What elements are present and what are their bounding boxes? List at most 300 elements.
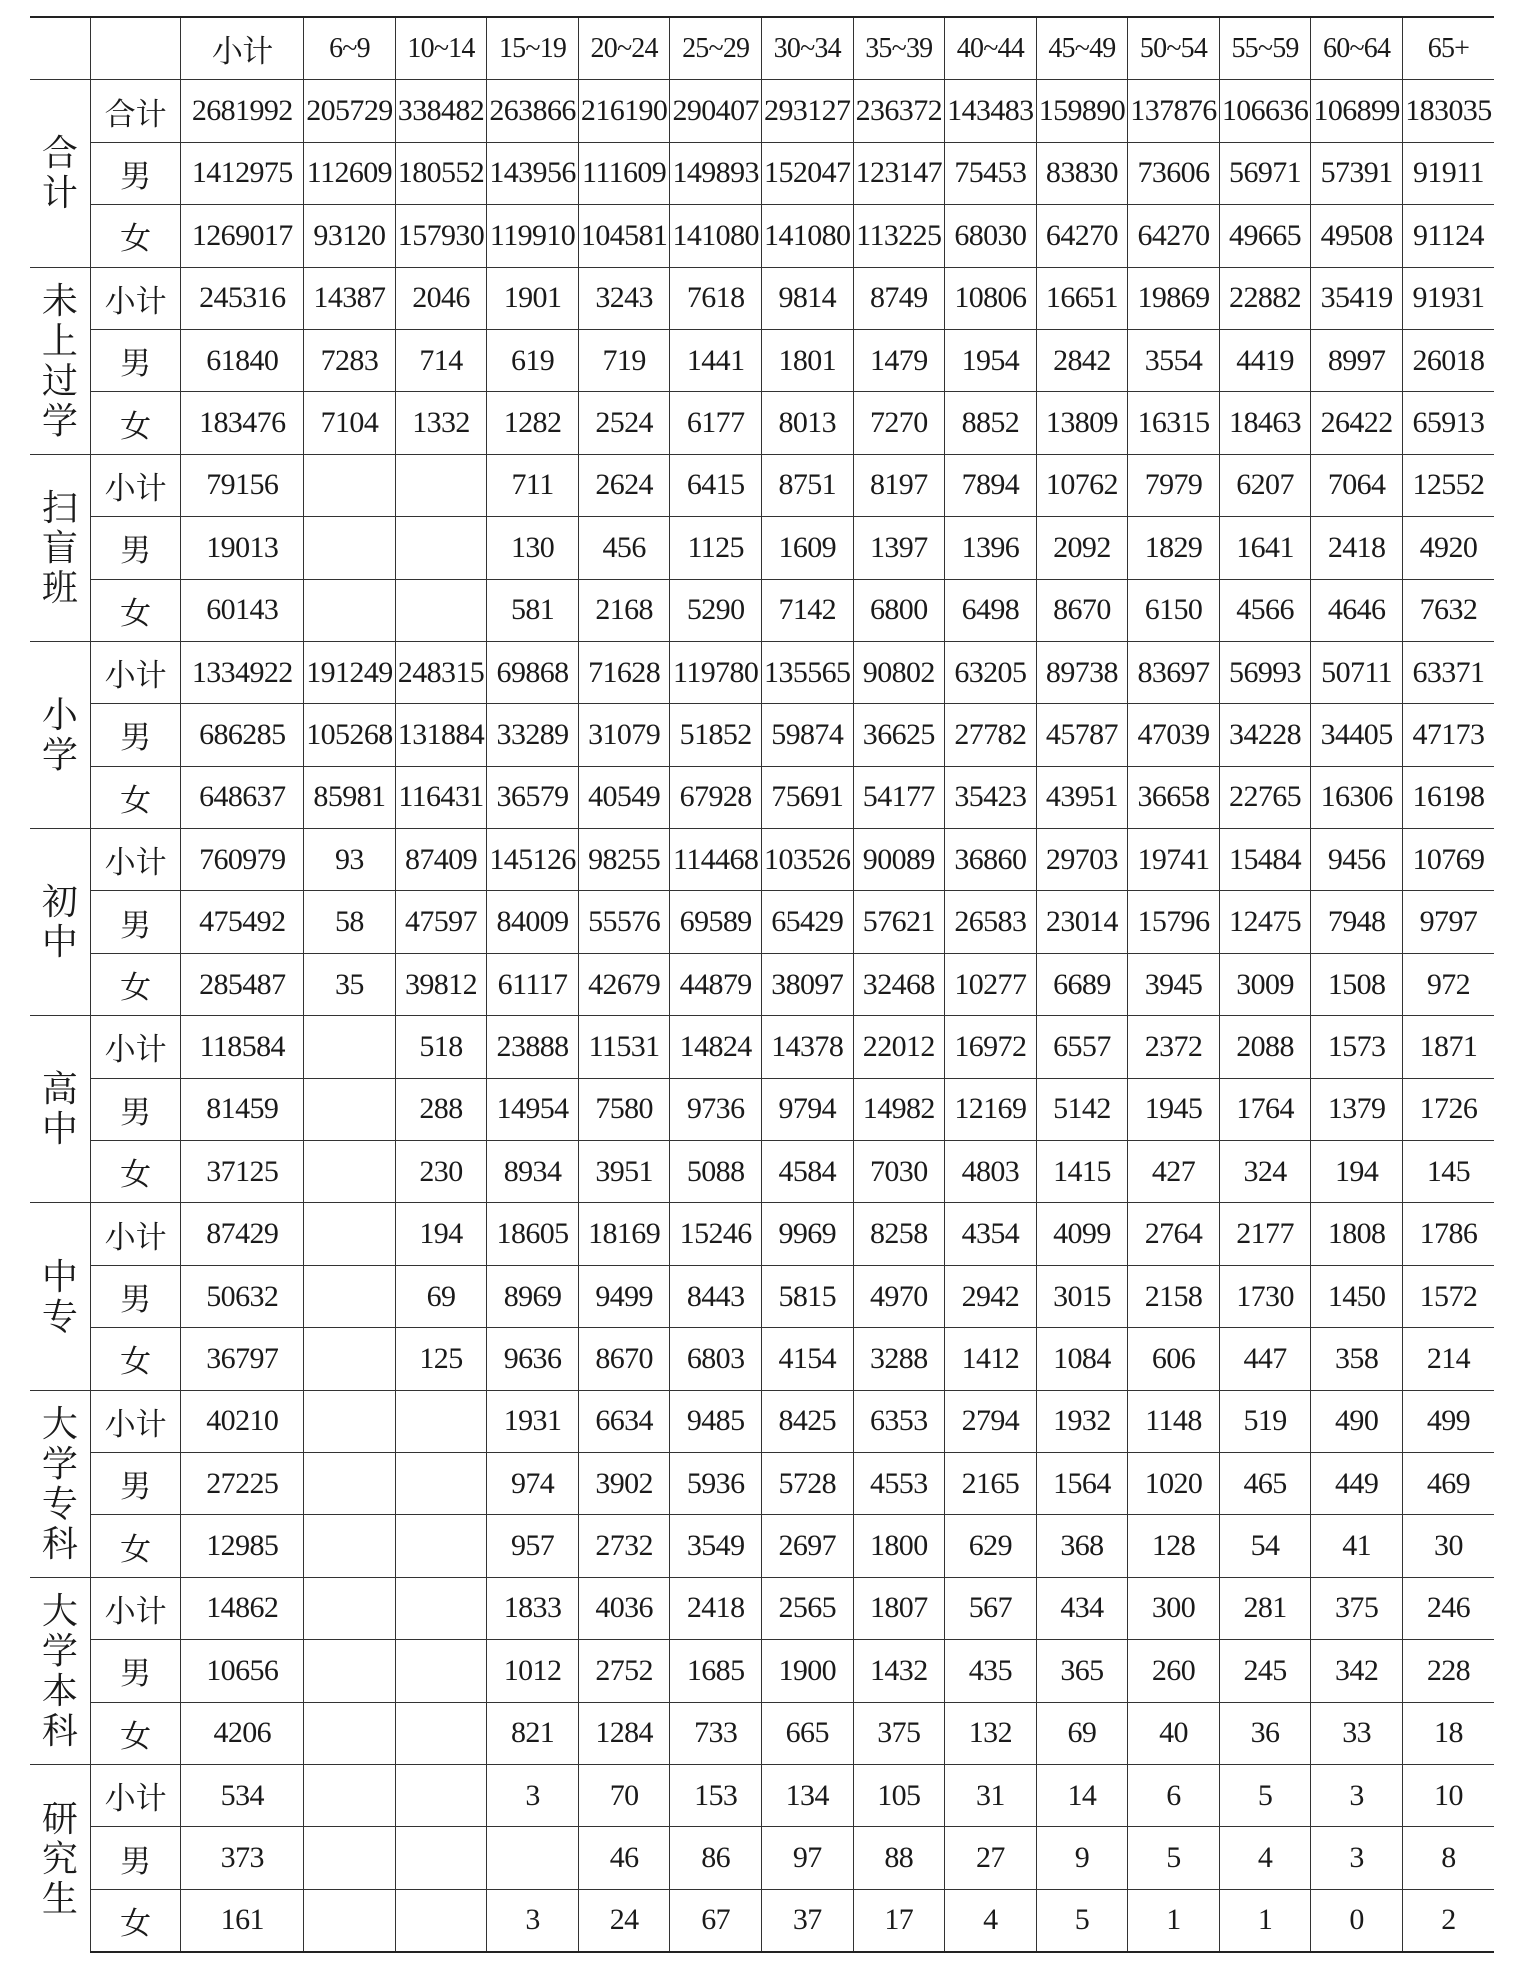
row-label: 小计	[90, 1203, 181, 1265]
value-cell: 69	[1036, 1702, 1128, 1764]
value-cell: 36658	[1128, 766, 1220, 828]
value-cell: 1807	[853, 1577, 945, 1639]
value-cell: 0	[1311, 1889, 1403, 1952]
value-cell: 37	[761, 1889, 853, 1952]
value-cell: 83697	[1128, 641, 1220, 703]
value-cell: 665	[761, 1702, 853, 1764]
value-cell: 245	[1219, 1640, 1311, 1702]
row-total-cell: 79156	[181, 454, 304, 516]
value-cell	[304, 517, 396, 579]
value-cell: 51852	[670, 704, 762, 766]
value-cell: 5142	[1036, 1078, 1128, 1140]
table-row	[30, 142, 1494, 204]
group-label-text: 小学	[41, 694, 78, 775]
value-cell: 180552	[395, 142, 487, 204]
value-cell: 35423	[945, 766, 1037, 828]
row-label: 女	[90, 1889, 181, 1952]
value-cell: 47597	[395, 891, 487, 953]
value-cell	[395, 1515, 487, 1577]
value-cell: 1786	[1402, 1203, 1494, 1265]
row-total-cell: 245316	[181, 267, 304, 329]
value-cell: 56993	[1219, 641, 1311, 703]
value-cell: 1730	[1219, 1265, 1311, 1327]
value-cell	[304, 1515, 396, 1577]
value-cell: 6	[1128, 1764, 1220, 1826]
value-cell: 2752	[578, 1640, 670, 1702]
row-total-cell: 40210	[181, 1390, 304, 1452]
table-row	[30, 1203, 1494, 1265]
value-cell: 69589	[670, 891, 762, 953]
value-cell: 9969	[761, 1203, 853, 1265]
value-cell: 10806	[945, 267, 1037, 329]
value-cell: 183035	[1402, 80, 1494, 142]
value-cell: 342	[1311, 1640, 1403, 1702]
row-total-cell: 87429	[181, 1203, 304, 1265]
value-cell: 499	[1402, 1390, 1494, 1452]
value-cell: 106636	[1219, 80, 1311, 142]
value-cell: 16198	[1402, 766, 1494, 828]
group-label-text: 初中	[41, 882, 78, 963]
value-cell: 24	[578, 1889, 670, 1952]
row-label: 男	[90, 1265, 181, 1327]
value-cell: 26422	[1311, 392, 1403, 454]
row-total-cell: 50632	[181, 1265, 304, 1327]
value-cell: 17	[853, 1889, 945, 1952]
row-label: 小计	[90, 1390, 181, 1452]
value-cell: 5	[1036, 1889, 1128, 1952]
table-row	[30, 80, 1494, 142]
value-cell: 4154	[761, 1328, 853, 1390]
value-cell: 16972	[945, 1016, 1037, 1078]
value-cell: 1148	[1128, 1390, 1220, 1452]
header-age-10: 55~59	[1219, 17, 1311, 80]
value-cell: 47039	[1128, 704, 1220, 766]
value-cell: 469	[1402, 1452, 1494, 1514]
value-cell: 90089	[853, 829, 945, 891]
value-cell: 36625	[853, 704, 945, 766]
value-cell: 9797	[1402, 891, 1494, 953]
value-cell	[395, 517, 487, 579]
value-cell: 4419	[1219, 329, 1311, 391]
value-cell	[395, 1577, 487, 1639]
value-cell: 216190	[578, 80, 670, 142]
value-cell: 358	[1311, 1328, 1403, 1390]
table-row	[30, 1515, 1494, 1577]
group-label	[30, 454, 90, 641]
row-label: 小计	[90, 1016, 181, 1078]
value-cell: 57621	[853, 891, 945, 953]
value-cell: 6150	[1128, 579, 1220, 641]
value-cell: 71628	[578, 641, 670, 703]
value-cell: 12169	[945, 1078, 1037, 1140]
value-cell: 4553	[853, 1452, 945, 1514]
value-cell: 9499	[578, 1265, 670, 1327]
value-cell: 1379	[1311, 1078, 1403, 1140]
value-cell: 3549	[670, 1515, 762, 1577]
value-cell: 1284	[578, 1702, 670, 1764]
value-cell: 8443	[670, 1265, 762, 1327]
header-age-7: 40~44	[945, 17, 1037, 80]
value-cell: 63371	[1402, 641, 1494, 703]
value-cell: 8258	[853, 1203, 945, 1265]
value-cell: 131884	[395, 704, 487, 766]
value-cell: 1829	[1128, 517, 1220, 579]
value-cell: 87409	[395, 829, 487, 891]
value-cell: 130	[487, 517, 579, 579]
value-cell: 194	[1311, 1141, 1403, 1203]
table-row	[30, 1764, 1494, 1826]
value-cell: 6557	[1036, 1016, 1128, 1078]
value-cell: 3902	[578, 1452, 670, 1514]
value-cell: 8969	[487, 1265, 579, 1327]
value-cell: 132	[945, 1702, 1037, 1764]
value-cell: 89738	[1036, 641, 1128, 703]
value-cell: 14954	[487, 1078, 579, 1140]
value-cell: 35419	[1311, 267, 1403, 329]
table-row	[30, 392, 1494, 454]
value-cell: 98255	[578, 829, 670, 891]
value-cell: 10277	[945, 953, 1037, 1015]
value-cell: 465	[1219, 1452, 1311, 1514]
value-cell: 8	[1402, 1827, 1494, 1889]
value-cell: 236372	[853, 80, 945, 142]
value-cell: 288	[395, 1078, 487, 1140]
value-cell: 22012	[853, 1016, 945, 1078]
value-cell: 4566	[1219, 579, 1311, 641]
value-cell: 1332	[395, 392, 487, 454]
value-cell: 8670	[578, 1328, 670, 1390]
value-cell: 1931	[487, 1390, 579, 1452]
value-cell: 365	[1036, 1640, 1128, 1702]
value-cell: 4036	[578, 1577, 670, 1639]
value-cell: 2168	[578, 579, 670, 641]
value-cell: 1808	[1311, 1203, 1403, 1265]
value-cell	[304, 1328, 396, 1390]
value-cell	[395, 454, 487, 516]
row-total-cell: 2681992	[181, 80, 304, 142]
value-cell: 55576	[578, 891, 670, 953]
value-cell: 1833	[487, 1577, 579, 1639]
row-total-cell: 118584	[181, 1016, 304, 1078]
value-cell: 116431	[395, 766, 487, 828]
value-cell	[304, 1702, 396, 1764]
header-age-11: 60~64	[1311, 17, 1403, 80]
value-cell: 9736	[670, 1078, 762, 1140]
value-cell: 2165	[945, 1452, 1037, 1514]
value-cell: 26018	[1402, 329, 1494, 391]
value-cell	[395, 1452, 487, 1514]
value-cell: 4920	[1402, 517, 1494, 579]
group-label	[30, 1016, 90, 1203]
table-row	[30, 1265, 1494, 1327]
header-age-0: 6~9	[304, 17, 396, 80]
value-cell: 6207	[1219, 454, 1311, 516]
value-cell	[395, 1889, 487, 1952]
value-cell: 1932	[1036, 1390, 1128, 1452]
value-cell: 3009	[1219, 953, 1311, 1015]
value-cell: 26583	[945, 891, 1037, 953]
value-cell: 733	[670, 1702, 762, 1764]
row-total-cell: 60143	[181, 579, 304, 641]
value-cell: 15796	[1128, 891, 1220, 953]
row-total-cell: 14862	[181, 1577, 304, 1639]
value-cell: 9	[1036, 1827, 1128, 1889]
value-cell: 606	[1128, 1328, 1220, 1390]
value-cell: 70	[578, 1764, 670, 1826]
value-cell: 86	[670, 1827, 762, 1889]
table-row	[30, 1577, 1494, 1639]
value-cell: 75691	[761, 766, 853, 828]
value-cell: 714	[395, 329, 487, 391]
value-cell: 119910	[487, 205, 579, 267]
value-cell: 1641	[1219, 517, 1311, 579]
value-cell: 1415	[1036, 1141, 1128, 1203]
value-cell: 5728	[761, 1452, 853, 1514]
value-cell	[304, 1016, 396, 1078]
row-total-cell: 183476	[181, 392, 304, 454]
value-cell: 8997	[1311, 329, 1403, 391]
value-cell: 435	[945, 1640, 1037, 1702]
value-cell: 581	[487, 579, 579, 641]
value-cell: 159890	[1036, 80, 1128, 142]
row-label: 小计	[90, 1577, 181, 1639]
value-cell: 61117	[487, 953, 579, 1015]
row-label: 男	[90, 517, 181, 579]
value-cell: 629	[945, 1515, 1037, 1577]
row-total-cell: 27225	[181, 1452, 304, 1514]
row-label: 女	[90, 579, 181, 641]
header-row	[30, 17, 1494, 80]
value-cell: 5290	[670, 579, 762, 641]
value-cell: 711	[487, 454, 579, 516]
row-total-cell: 10656	[181, 1640, 304, 1702]
value-cell: 36860	[945, 829, 1037, 891]
value-cell: 91124	[1402, 205, 1494, 267]
value-cell: 300	[1128, 1577, 1220, 1639]
value-cell: 85981	[304, 766, 396, 828]
value-cell: 31079	[578, 704, 670, 766]
table-row	[30, 517, 1494, 579]
row-label: 女	[90, 1702, 181, 1764]
value-cell: 1479	[853, 329, 945, 391]
value-cell: 134	[761, 1764, 853, 1826]
group-label	[30, 267, 90, 454]
value-cell	[304, 1827, 396, 1889]
value-cell: 141080	[761, 205, 853, 267]
value-cell: 2418	[670, 1577, 762, 1639]
value-cell	[304, 1764, 396, 1826]
value-cell: 8934	[487, 1141, 579, 1203]
value-cell: 3	[1311, 1764, 1403, 1826]
value-cell: 42679	[578, 953, 670, 1015]
value-cell: 974	[487, 1452, 579, 1514]
value-cell: 427	[1128, 1141, 1220, 1203]
value-cell: 3243	[578, 267, 670, 329]
value-cell: 8197	[853, 454, 945, 516]
value-cell: 4	[945, 1889, 1037, 1952]
table-row	[30, 704, 1494, 766]
value-cell: 9456	[1311, 829, 1403, 891]
table-row	[30, 766, 1494, 828]
education-age-table-container	[30, 16, 1494, 1953]
table-row	[30, 1452, 1494, 1514]
value-cell: 4099	[1036, 1203, 1128, 1265]
value-cell: 4	[1219, 1827, 1311, 1889]
row-label: 女	[90, 1515, 181, 1577]
value-cell: 65429	[761, 891, 853, 953]
value-cell: 1871	[1402, 1016, 1494, 1078]
value-cell: 1	[1128, 1889, 1220, 1952]
value-cell: 3	[487, 1889, 579, 1952]
value-cell: 3951	[578, 1141, 670, 1203]
value-cell: 1432	[853, 1640, 945, 1702]
value-cell: 2624	[578, 454, 670, 516]
value-cell: 7618	[670, 267, 762, 329]
table-row	[30, 891, 1494, 953]
value-cell: 6803	[670, 1328, 762, 1390]
value-cell: 18	[1402, 1702, 1494, 1764]
value-cell	[304, 1452, 396, 1514]
group-label-text: 扫盲班	[41, 487, 78, 608]
value-cell: 7064	[1311, 454, 1403, 516]
value-cell: 13809	[1036, 392, 1128, 454]
value-cell: 3554	[1128, 329, 1220, 391]
row-label: 小计	[90, 454, 181, 516]
value-cell: 152047	[761, 142, 853, 204]
table-body	[30, 80, 1494, 1952]
value-cell: 5	[1219, 1764, 1311, 1826]
value-cell: 10762	[1036, 454, 1128, 516]
value-cell: 5815	[761, 1265, 853, 1327]
header-age-12: 65+	[1402, 17, 1494, 80]
group-label-text: 未上过学	[41, 280, 78, 441]
value-cell: 143483	[945, 80, 1037, 142]
value-cell: 54	[1219, 1515, 1311, 1577]
value-cell: 31	[945, 1764, 1037, 1826]
header-corner-group	[30, 17, 90, 80]
value-cell: 1572	[1402, 1265, 1494, 1327]
value-cell: 125	[395, 1328, 487, 1390]
row-label: 女	[90, 1141, 181, 1203]
header-age-1: 10~14	[395, 17, 487, 80]
value-cell: 324	[1219, 1141, 1311, 1203]
value-cell: 90802	[853, 641, 945, 703]
value-cell: 34405	[1311, 704, 1403, 766]
value-cell: 141080	[670, 205, 762, 267]
row-total-cell: 61840	[181, 329, 304, 391]
value-cell: 518	[395, 1016, 487, 1078]
row-label: 女	[90, 205, 181, 267]
value-cell: 2177	[1219, 1203, 1311, 1265]
value-cell: 972	[1402, 953, 1494, 1015]
value-cell: 128	[1128, 1515, 1220, 1577]
row-total-cell: 12985	[181, 1515, 304, 1577]
value-cell: 14982	[853, 1078, 945, 1140]
value-cell: 2	[1402, 1889, 1494, 1952]
row-label: 小计	[90, 829, 181, 891]
value-cell: 75453	[945, 142, 1037, 204]
value-cell: 145126	[487, 829, 579, 891]
table-row	[30, 641, 1494, 703]
row-total-cell: 686285	[181, 704, 304, 766]
value-cell: 2794	[945, 1390, 1037, 1452]
value-cell: 64270	[1036, 205, 1128, 267]
value-cell: 69868	[487, 641, 579, 703]
value-cell: 40	[1128, 1702, 1220, 1764]
header-age-4: 25~29	[670, 17, 762, 80]
value-cell: 1282	[487, 392, 579, 454]
value-cell: 112609	[304, 142, 396, 204]
value-cell: 1764	[1219, 1078, 1311, 1140]
value-cell: 2524	[578, 392, 670, 454]
value-cell: 5088	[670, 1141, 762, 1203]
row-total-cell: 1269017	[181, 205, 304, 267]
value-cell: 2942	[945, 1265, 1037, 1327]
value-cell: 6177	[670, 392, 762, 454]
value-cell: 16315	[1128, 392, 1220, 454]
value-cell: 34228	[1219, 704, 1311, 766]
value-cell: 7283	[304, 329, 396, 391]
value-cell: 153	[670, 1764, 762, 1826]
value-cell: 2046	[395, 267, 487, 329]
header-age-8: 45~49	[1036, 17, 1128, 80]
value-cell: 1685	[670, 1640, 762, 1702]
value-cell: 205729	[304, 80, 396, 142]
value-cell: 4584	[761, 1141, 853, 1203]
value-cell: 18605	[487, 1203, 579, 1265]
value-cell: 36	[1219, 1702, 1311, 1764]
row-total-cell: 760979	[181, 829, 304, 891]
row-label: 男	[90, 329, 181, 391]
value-cell: 619	[487, 329, 579, 391]
value-cell: 33	[1311, 1702, 1403, 1764]
table-row	[30, 1640, 1494, 1702]
value-cell: 3288	[853, 1328, 945, 1390]
value-cell: 8751	[761, 454, 853, 516]
row-label: 男	[90, 891, 181, 953]
group-label	[30, 1390, 90, 1577]
value-cell: 8013	[761, 392, 853, 454]
row-total-cell: 37125	[181, 1141, 304, 1203]
value-cell: 157930	[395, 205, 487, 267]
row-total-cell: 285487	[181, 953, 304, 1015]
value-cell: 46	[578, 1827, 670, 1889]
value-cell: 67	[670, 1889, 762, 1952]
value-cell: 1954	[945, 329, 1037, 391]
value-cell: 93120	[304, 205, 396, 267]
value-cell: 1901	[487, 267, 579, 329]
group-label-text: 合计	[41, 133, 78, 214]
value-cell: 7030	[853, 1141, 945, 1203]
header-age-5: 30~34	[761, 17, 853, 80]
value-cell	[395, 1390, 487, 1452]
value-cell: 33289	[487, 704, 579, 766]
value-cell: 1396	[945, 517, 1037, 579]
value-cell: 12475	[1219, 891, 1311, 953]
value-cell: 5	[1128, 1827, 1220, 1889]
value-cell: 719	[578, 329, 670, 391]
header-age-6: 35~39	[853, 17, 945, 80]
value-cell: 149893	[670, 142, 762, 204]
value-cell: 1441	[670, 329, 762, 391]
value-cell: 27	[945, 1827, 1037, 1889]
value-cell: 519	[1219, 1390, 1311, 1452]
value-cell: 68030	[945, 205, 1037, 267]
row-total-cell: 161	[181, 1889, 304, 1952]
value-cell: 9636	[487, 1328, 579, 1390]
header-age-2: 15~19	[487, 17, 579, 80]
value-cell: 10	[1402, 1764, 1494, 1826]
